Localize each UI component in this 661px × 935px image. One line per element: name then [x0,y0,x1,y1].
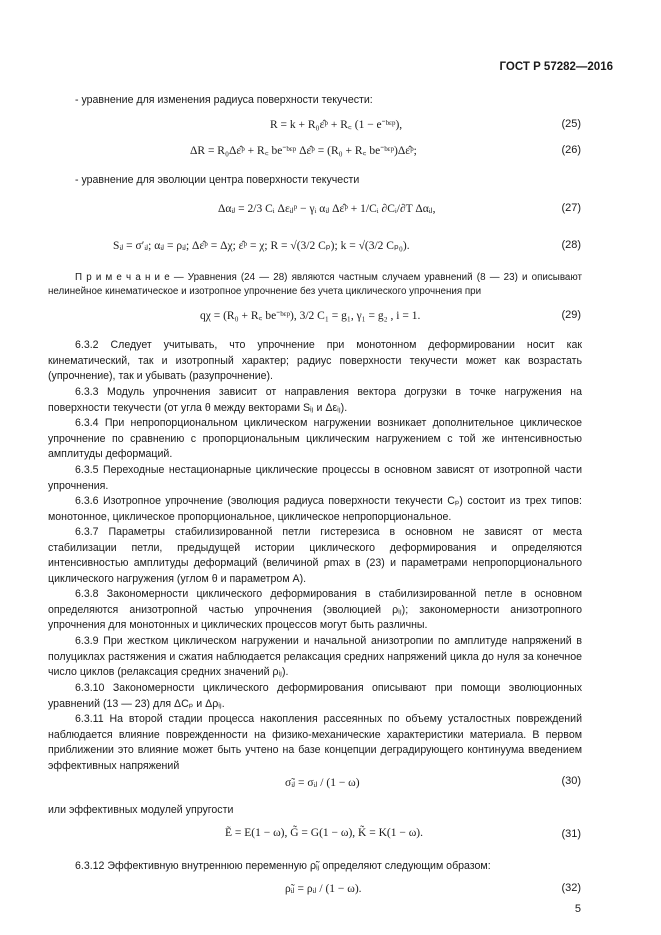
paragraph-6-3-10: 6.3.10 Закономерности циклического деформирования описывают при помощи эволюционных уравнений (13 — 23) для ΔCₚ и Δρᵢⱼ. [48,682,582,710]
equation-number: (27) [561,202,581,214]
note: П р и м е ч а н и е — Уравнения (24 — 28) являются частным случаем уравнений (8 — 23) и описывают нелинейное кинематическое и изотропное упрочнение без учета циклического упрочнения при [48,272,582,297]
paragraph-6-3-3: 6.3.3 Модуль упрочнения зависит от направления вектора догрузки в точке нагружения на поверхности текучести (от угла θ между векторами Sᵢⱼ и Δεᵢⱼ). [48,386,582,414]
text-line: - уравнение для изменения радиуса поверхности текучести: [75,94,373,106]
paragraph-6-3-7: 6.3.7 Параметры стабилизированной петли гистерезиса в основном не зависят от места стабилизации петли, предыдущей истории циклического деформирования и определяются интенсивностью амплитуды деформаций (величиной ρmax в (23) и параметрами непропорционального циклического нагружения (углом θ и параметром A). [48,526,582,585]
equation-number: (30) [561,775,581,787]
equation-30: σ̃ᵢⱼ = σᵢⱼ / (1 − ω) [285,777,360,789]
paragraph-6-3-4: 6.3.4 При непропорциональном циклическом нагружении возникает дополнительное циклическое упрочнение по сравнению с пропорциональным циклическим нагружением с той же интенсивностью амплитуды деформаций. [48,417,582,460]
paragraph-6-3-12: 6.3.12 Эффективную внутреннюю переменную ρ̃ᵢⱼ определяют следующим образом: [75,860,491,872]
equation-number: (26) [561,144,581,156]
equation-27: Δαᵢⱼ = 2/3 Cᵢ Δεᵢⱼᵖ − γᵢ αᵢⱼ Δε̂ᵖ + 1/Cᵢ ∂Cᵢ/∂T Δαᵢⱼ, [218,203,436,215]
equation-number: (32) [561,882,581,894]
paragraph-6-3-11: 6.3.11 На второй стадии процесса накопления рассеянных по объему усталостных повреждений наблюдается влияние поврежденности на физико-механические характеристики материала. В первом приближении это влияние может быть учтено на базе концепции деградирующего континуума введением эффективных напряжений [48,713,582,772]
document-header: ГОСТ Р 57282—2016 [499,61,613,73]
equation-number: (29) [561,309,581,321]
equation-26: ΔR = R₀Δε̂ᵖ + R꜀ be⁻ᵇᵋᵖ Δε̂ᵖ = (R₀ + R꜀ be⁻ᵇᵋᵖ)Δε̂ᵖ; [190,145,417,157]
equation-number: (31) [561,828,581,840]
equation-number: (28) [561,239,581,251]
paragraph-6-3-2: 6.3.2 Следует учитывать, что упрочнение при монотонном деформировании носит как кинематический, так и изотропный характер; радиус поверхности текучести может как возрастать (упрочнение), так и убывать (разупрочнение). [48,339,582,382]
paragraph-6-3-6: 6.3.6 Изотропное упрочнение (эволюция радиуса поверхности текучести Cₚ) состоит из трех типов: монотонное, циклическое пропорциональное, циклическое непропорциональное. [48,495,582,523]
paragraph-6-3-5: 6.3.5 Переходные нестационарные циклические процессы в основном зависят от изотропной части упрочнения. [48,464,582,492]
paragraph-6-3-9: 6.3.9 При жестком циклическом нагружении и начальной анизотропии по амплитуде напряжений в полуциклах растяжения и сжатия наблюдается релаксация средних напряжений цикла до нуля за конечное число циклов (релаксация средних значений ρᵢⱼ). [48,635,582,678]
text-line: - уравнение для эволюции центра поверхности текучести [75,174,360,186]
equation-29: qχ = (R₀ + R꜀ be⁻ᵇᵋᵖ), 3/2 C₁ = g₁, γ₁ = g₂ , i = 1. [200,310,421,322]
equation-28: Sᵢⱼ = σ′ᵢⱼ; αᵢⱼ = ρᵢⱼ; Δε̂ᵖ = Δχ; ε̂ᵖ = χ; R = √(3/2 Cₚ); k = √(3/2 Cₚ₀). [113,240,410,252]
equation-31: Ẽ = E(1 − ω), G̃ = G(1 − ω), K̃ = K(1 − ω). [225,827,423,839]
equation-32: ρ̃ᵢⱼ = ρᵢⱼ / (1 − ω). [285,883,362,895]
page-number: 5 [574,903,581,915]
equation-25: R = k + R₀ε̂ᵖ + R꜀ (1 − e⁻ᵇᵋᵖ), [270,119,403,131]
paragraph-6-3-8: 6.3.8 Закономерности циклического деформирования в стабилизированной петле в основном определяются анизотропной частью упрочнения (эволюцией ρᵢⱼ); закономерности анизотропного упрочнения для монотонных и циклических процессов могут быть различны. [48,588,582,631]
equation-number: (25) [561,118,581,130]
text-line: или эффективных модулей упругости [48,804,234,816]
